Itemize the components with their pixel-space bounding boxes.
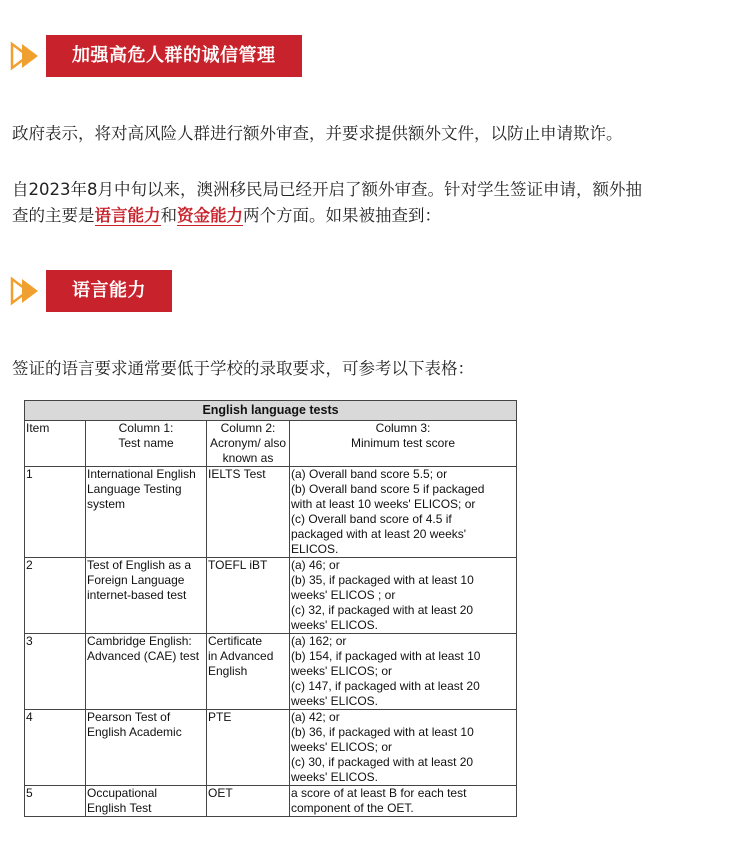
table-row	[25, 467, 517, 558]
cell-line: (b) Overall band score 5 if packaged	[291, 482, 485, 496]
cell-item	[25, 467, 86, 558]
cell-line: Foreign Language	[87, 573, 185, 587]
cell-line: (c) 147, if packaged with at least 20	[291, 679, 480, 693]
cell-line: TOEFL iBT	[208, 558, 268, 572]
play-arrow-icon	[10, 41, 44, 71]
cell-line: English Test	[87, 801, 152, 815]
cell-line: internet-based test	[87, 588, 187, 602]
cell-line: English	[208, 664, 248, 678]
table-body	[25, 467, 517, 817]
cell-line: (a) Overall band score 5.5; or	[291, 467, 448, 481]
cell-line: packaged with at least 20 weeks'	[291, 527, 467, 541]
cell-acronym	[207, 467, 290, 558]
cell-item	[25, 710, 86, 786]
cell-line: English Academic	[87, 725, 182, 739]
section-title: 语言能力	[46, 270, 172, 312]
highlight-language-ability: 语言能力	[94, 206, 161, 225]
section-header-integrity	[10, 35, 302, 77]
cell-line: IELTS Test	[208, 467, 266, 481]
header-item: Item	[25, 421, 86, 467]
table-row	[25, 710, 517, 786]
cell-line: 5	[26, 786, 33, 800]
cell-line: in Advanced	[208, 649, 274, 663]
cell-line: Cambridge English:	[87, 634, 192, 648]
section-title: 加强高危人群的诚信管理	[46, 35, 302, 77]
cell-line: 2	[26, 558, 33, 572]
cell-min-score	[290, 558, 517, 634]
cell-line: (c) 32, if packaged with at least 20	[291, 603, 474, 617]
paragraph-language-requirement: 签证的语言要求通常要低于学校的录取要求，可参考以下表格：	[12, 359, 474, 378]
cell-line: (a) 162; or	[291, 634, 347, 648]
cell-line: Occupational	[87, 786, 158, 800]
english-tests-table	[24, 400, 517, 817]
cell-line: weeks' ELICOS ; or	[291, 588, 396, 602]
cell-min-score	[290, 786, 517, 817]
cell-test-name	[86, 467, 207, 558]
cell-min-score	[290, 710, 517, 786]
cell-line: 4	[26, 710, 33, 724]
table-header-row	[25, 421, 517, 467]
paragraph-extra-review	[12, 177, 724, 229]
cell-min-score	[290, 634, 517, 710]
cell-item	[25, 558, 86, 634]
cell-item	[25, 634, 86, 710]
cell-line: 3	[26, 634, 33, 648]
cell-acronym	[207, 558, 290, 634]
paragraph-text: 两个方面。如果被抽查到：	[243, 206, 441, 225]
cell-acronym	[207, 786, 290, 817]
cell-line: weeks' ELICOS; or	[291, 664, 392, 678]
cell-line: Pearson Test of	[87, 710, 171, 724]
cell-line: (c) 30, if packaged with at least 20	[291, 755, 474, 769]
cell-line: (a) 42; or	[291, 710, 340, 724]
cell-line: OET	[208, 786, 233, 800]
cell-line: PTE	[208, 710, 232, 724]
cell-line: ELICOS.	[291, 542, 339, 556]
cell-line: system	[87, 497, 126, 511]
cell-line: Advanced (CAE) test	[87, 649, 200, 663]
cell-line: International English	[87, 467, 196, 481]
cell-line: weeks' ELICOS.	[291, 770, 378, 784]
cell-line: (b) 154, if packaged with at least 10	[291, 649, 481, 663]
play-arrow-icon	[10, 276, 44, 306]
cell-line: weeks' ELICOS; or	[291, 740, 392, 754]
paragraph-text: 查的主要是	[12, 206, 95, 225]
cell-item	[25, 786, 86, 817]
header-column-1: Column 1: Test name	[86, 421, 207, 467]
cell-line: a score of at least B for each test	[291, 786, 467, 800]
cell-line: with at least 10 weeks' ELICOS; or	[291, 497, 476, 511]
cell-line: Language Testing	[87, 482, 182, 496]
cell-line: (b) 36, if packaged with at least 10	[291, 725, 474, 739]
cell-acronym	[207, 710, 290, 786]
paragraph-government: 政府表示，将对高风险人群进行额外审查，并要求提供额外文件，以防止申请欺诈。	[12, 124, 623, 143]
cell-line: (b) 35, if packaged with at least 10	[291, 573, 474, 587]
table-row	[25, 634, 517, 710]
header-column-2: Column 2: Acronym/ also known as	[207, 421, 290, 467]
header-column-3: Column 3: Minimum test score	[290, 421, 517, 467]
highlight-financial-ability: 资金能力	[177, 206, 243, 225]
cell-line: (a) 46; or	[291, 558, 340, 572]
table-row	[25, 558, 517, 634]
cell-line: (c) Overall band score of 4.5 if	[291, 512, 452, 526]
cell-line: component of the OET.	[291, 801, 414, 815]
paragraph-text: 和	[160, 206, 177, 225]
cell-line: Certificate	[208, 634, 263, 648]
cell-acronym	[207, 634, 290, 710]
cell-line: Test of English as a	[87, 558, 192, 572]
table-row	[25, 786, 517, 817]
cell-line: weeks' ELICOS.	[291, 694, 378, 708]
paragraph-line: 自2023年8月中旬以来，澳洲移民局已经开启了额外审查。针对学生签证申请，额外抽	[12, 180, 642, 199]
cell-test-name	[86, 786, 207, 817]
section-header-language	[10, 270, 172, 312]
cell-line: weeks' ELICOS.	[291, 618, 378, 632]
english-tests-table-image	[24, 400, 516, 817]
cell-min-score	[290, 467, 517, 558]
cell-test-name	[86, 558, 207, 634]
cell-test-name	[86, 634, 207, 710]
table-caption: English language tests	[25, 401, 517, 421]
cell-test-name	[86, 710, 207, 786]
cell-line: 1	[26, 467, 33, 481]
